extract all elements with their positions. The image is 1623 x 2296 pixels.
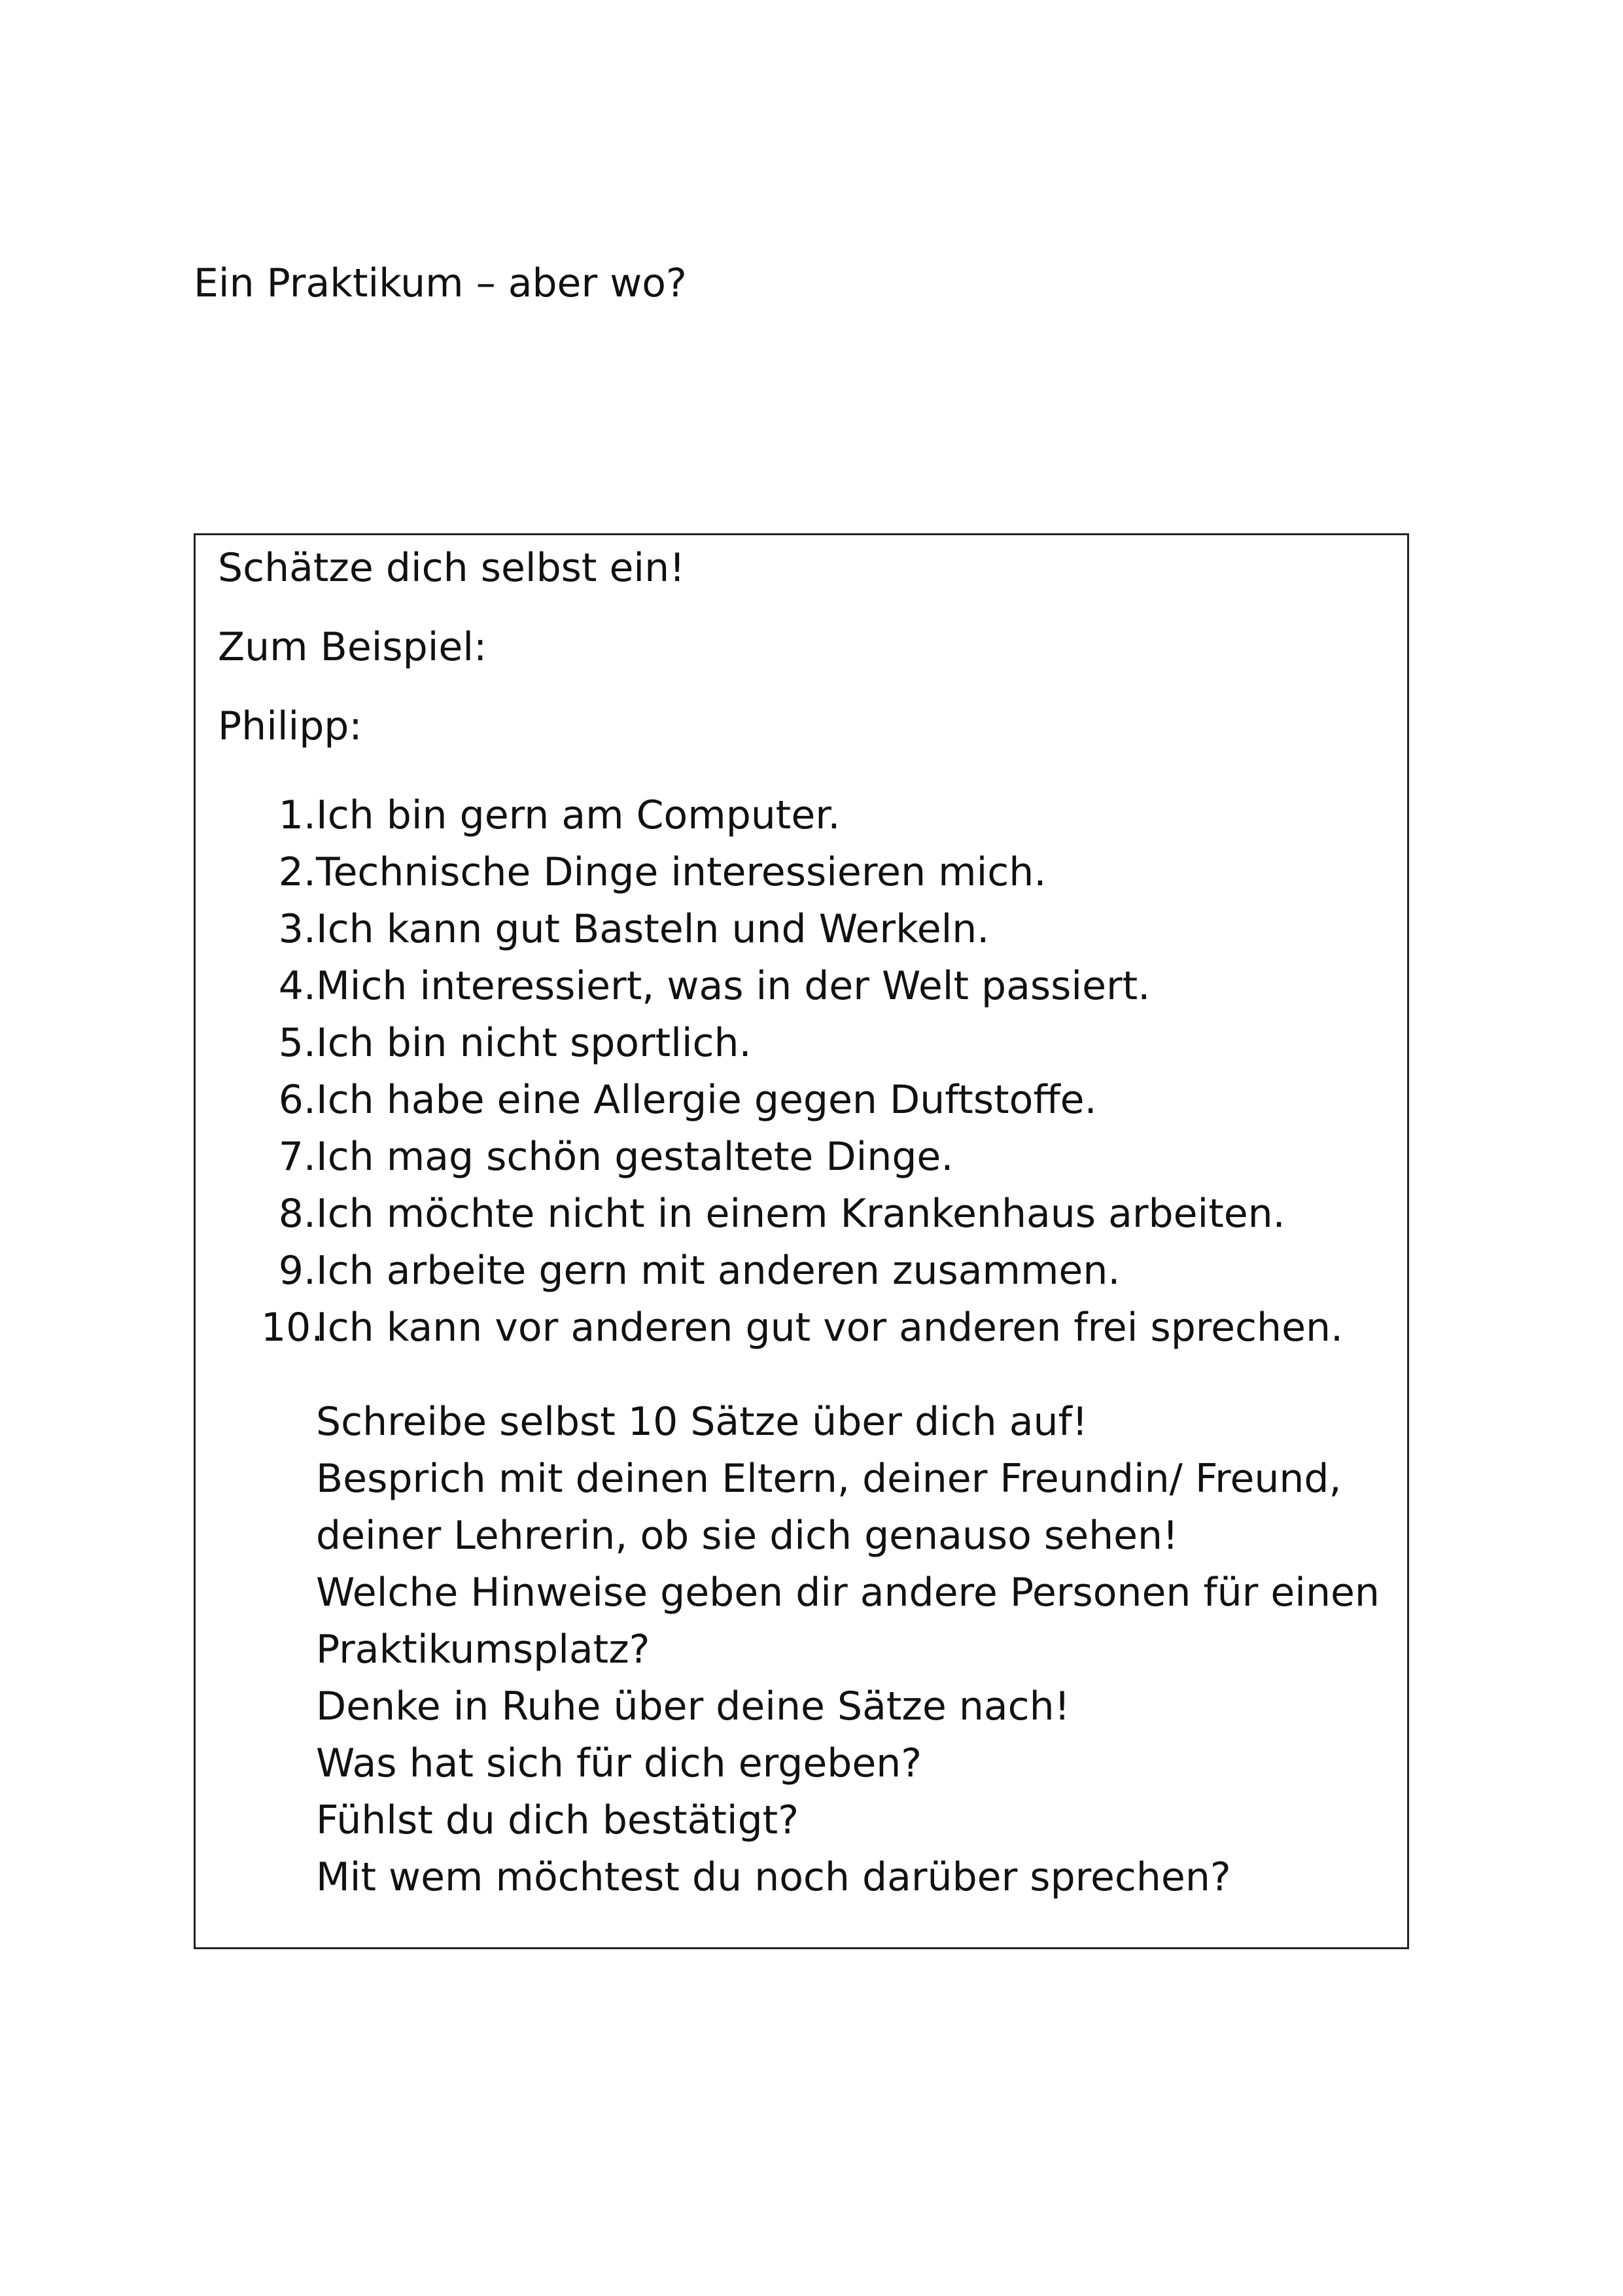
self-assessment-box [194,533,1409,1949]
list-item [261,1071,1343,1128]
task-line: Was hat sich für dich ergeben? [316,1740,922,1786]
list-item-number: 4. [278,963,316,1009]
list-item [261,957,1343,1014]
task-line: Mit wem möchtest du noch darüber sprechen? [316,1854,1231,1900]
list-item-text: Ich bin nicht sportlich. [316,1019,752,1066]
list-item-number: 8. [278,1190,316,1237]
list-item-text: Ich möchte nicht in einem Krankenhaus arbeiten. [316,1190,1285,1237]
list-item-text: Technische Dinge interessieren mich. [316,849,1047,895]
list-item-text: Ich mag schön gestaltete Dinge. [316,1133,954,1180]
task-line: Welche Hinweise geben dir andere Personen für einen [316,1570,1380,1616]
list-item [261,1128,1343,1185]
list-item-number: 2. [278,849,316,895]
list-item-text: Ich habe eine Allergie gegen Duftstoffe. [316,1076,1097,1123]
list-item-text: Ich arbeite gern mit anderen zusammen. [316,1247,1121,1294]
task-line: Denke in Ruhe über deine Sätze nach! [316,1684,1070,1729]
example-label: Zum Beispiel: [218,624,487,670]
task-line: deiner Lehrerin, ob sie dich genauso sehen! [316,1513,1179,1559]
list-item [261,843,1343,900]
list-item [261,1299,1343,1356]
task-line: Schreibe selbst 10 Sätze über dich auf! [316,1399,1088,1445]
list-item [261,1242,1343,1299]
list-item [261,1185,1343,1242]
list-item-number: 1. [278,792,316,838]
example-sentence-list [261,786,1343,1356]
task-line: Fühlst du dich bestätigt? [316,1797,799,1843]
list-item-number: 6. [278,1076,316,1123]
list-item-number: 3. [278,906,316,952]
list-item-number: 5. [278,1019,316,1066]
list-item [261,1014,1343,1071]
page-title: Ein Praktikum – aber wo? [194,260,687,306]
list-item-number: 9. [278,1247,316,1294]
task-instructions [316,1394,1380,1906]
box-heading: Schätze dich selbst ein! [218,545,686,591]
list-item-text: Ich bin gern am Computer. [316,792,841,838]
list-item-text: Ich kann gut Basteln und Werkeln. [316,906,990,952]
list-item [261,786,1343,843]
list-item-number: 7. [278,1133,316,1180]
list-item-number: 10. [261,1304,324,1351]
list-item [261,900,1343,957]
task-line: Praktikumsplatz? [316,1627,650,1672]
list-item-text: Ich kann vor anderen gut vor anderen frei sprechen. [316,1304,1344,1351]
person-name: Philipp: [218,703,362,749]
list-item-text: Mich interessiert, was in der Welt passiert. [316,963,1151,1009]
task-line: Besprich mit deinen Eltern, deiner Freundin/ Freund, [316,1456,1342,1502]
